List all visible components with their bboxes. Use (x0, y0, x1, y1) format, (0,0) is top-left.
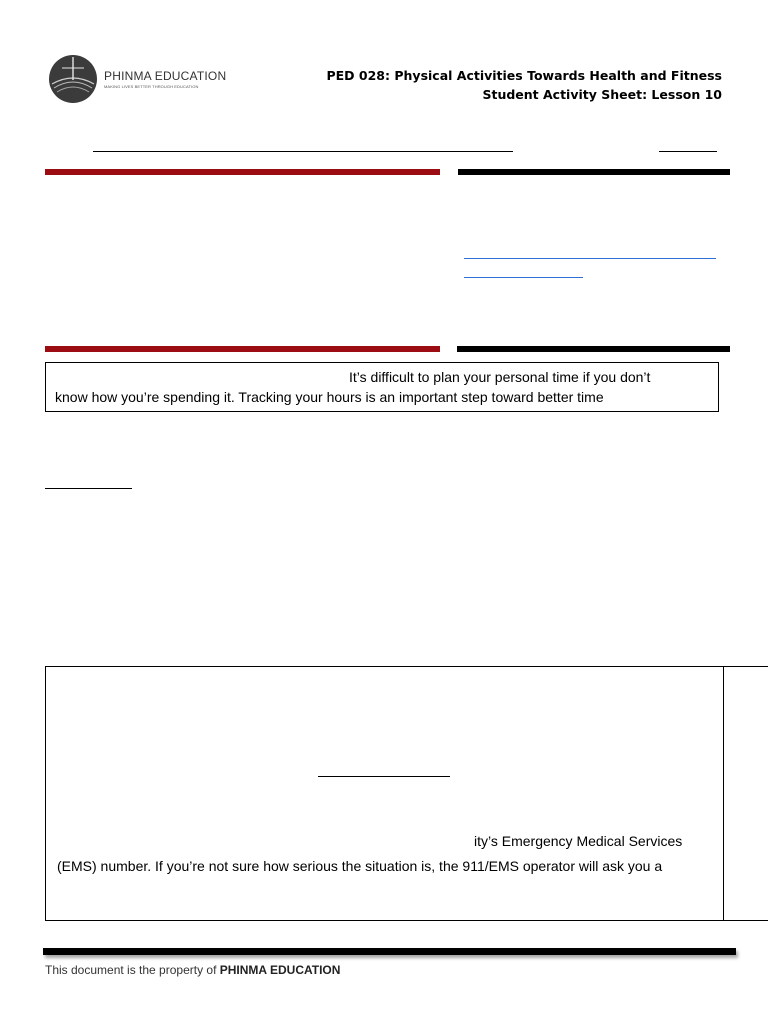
section-divider-red (45, 346, 440, 352)
name-field-line (93, 151, 513, 152)
section-divider-red (45, 169, 440, 175)
ems-line-2: (EMS) number. If you’re not sure how serious the situation is, the 911/EMS operator will ask you a (57, 858, 663, 874)
hyperlink-underline[interactable] (464, 277, 583, 278)
phinma-logo-icon (48, 54, 98, 104)
footer-owner: PHINMA EDUCATION (219, 963, 341, 977)
course-title: PED 028: Physical Activities Towards Health and Fitness (326, 68, 722, 83)
footer-text (45, 963, 340, 977)
ems-text-box (45, 666, 724, 921)
intro-text-box (45, 362, 719, 412)
section-divider-black (457, 346, 730, 352)
section-divider-black (458, 169, 730, 175)
intro-line-1: It’s difficult to plan your personal time if you don’t (349, 369, 651, 385)
hyperlink-underline[interactable] (464, 258, 716, 259)
footer-prefix: This document is the property of (45, 963, 217, 977)
brand-tagline: MAKING LIVES BETTER THROUGH EDUCATION (104, 84, 199, 89)
sheet-title: Student Activity Sheet: Lesson 10 (482, 87, 722, 102)
intro-line-2: know how you’re spending it. Tracking your hours is an important step toward better time (55, 389, 604, 405)
ems-line-1: ity’s Emergency Medical Services (474, 833, 683, 849)
table-side-column (723, 666, 768, 921)
brand-name: PHINMA EDUCATION (104, 69, 227, 83)
footer-divider (43, 948, 736, 955)
course-header (326, 66, 722, 104)
section-heading-underline (45, 488, 132, 489)
blank-answer-line (318, 776, 450, 777)
date-field-line (659, 151, 717, 152)
